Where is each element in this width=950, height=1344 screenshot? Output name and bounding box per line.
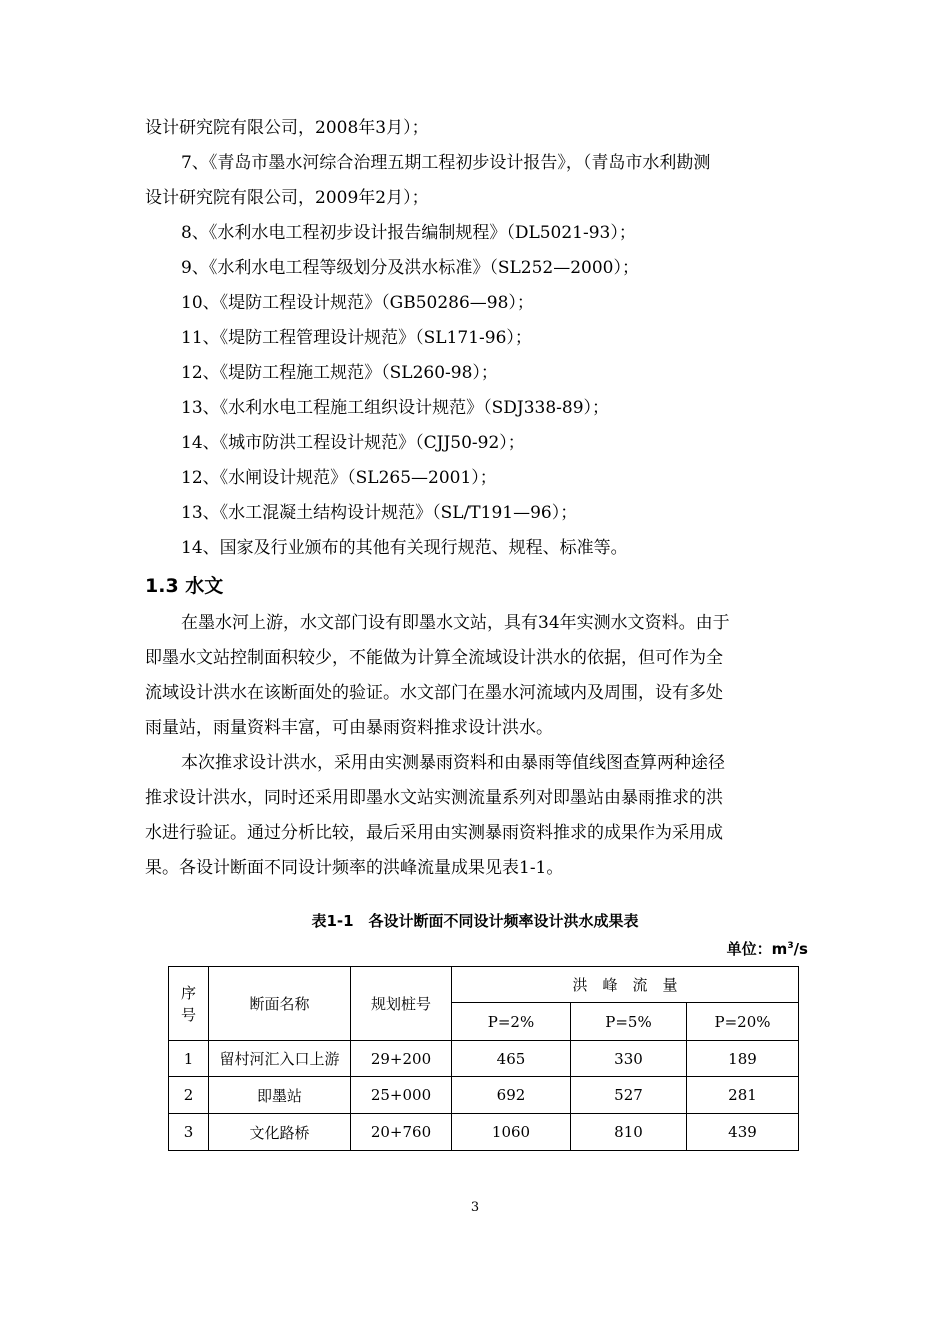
header-p5: P=5% <box>571 1003 687 1041</box>
paragraph-line: 水进行验证。通过分析比较，最后采用由实测暴雨资料推求的成果作为采用成 <box>145 823 723 843</box>
cell-name: 留村河汇入口上游 <box>209 1041 351 1077</box>
reference-item: 13、《水工混凝土结构设计规范》（SL/T191—96）； <box>181 503 578 523</box>
cell-seq: 1 <box>169 1041 209 1077</box>
cell-name: 文化路桥 <box>209 1114 351 1151</box>
cell-p5: 330 <box>571 1041 687 1077</box>
header-p20: P=20% <box>687 1003 799 1041</box>
reference-item: 13、《水利水电工程施工组织设计规范》（SDJ338-89）； <box>181 398 610 418</box>
cell-stake: 29+200 <box>351 1041 452 1077</box>
unit-superscript: 3 <box>787 941 794 951</box>
cell-p20: 439 <box>687 1114 799 1151</box>
reference-item: 8、《水利水电工程初步设计报告编制规程》（DL5021-93）； <box>181 223 636 243</box>
reference-item: 9、《水利水电工程等级划分及洪水标准》（SL252—2000）； <box>181 258 639 278</box>
table-caption: 表1-1 各设计断面不同设计频率设计洪水成果表 <box>311 912 639 930</box>
header-peak-flow: 洪 峰 流 量 <box>452 967 799 1003</box>
paragraph-line: 即墨水文站控制面积较少，不能做为计算全流域设计洪水的依据，但可作为全 <box>145 648 723 668</box>
cell-seq: 3 <box>169 1114 209 1151</box>
unit-suffix: /s <box>793 940 808 958</box>
table-row <box>169 1041 799 1077</box>
cell-p2: 1060 <box>452 1114 571 1151</box>
cell-stake: 25+000 <box>351 1077 452 1114</box>
paragraph-line: 在墨水河上游，水文部门设有即墨水文站，具有34年实测水文资料。由于 <box>181 613 730 633</box>
cell-p20: 281 <box>687 1077 799 1114</box>
reference-item: 14、《城市防洪工程设计规范》（CJJ50-92）； <box>181 433 525 453</box>
table-row <box>169 1114 799 1151</box>
reference-item: 12、《堤防工程施工规范》（SL260-98）； <box>181 363 498 383</box>
paragraph-line: 雨量站，雨量资料丰富，可由暴雨资料推求设计洪水。 <box>145 718 553 738</box>
header-seq: 序号 <box>169 967 209 1041</box>
header-p2: P=2% <box>452 1003 571 1041</box>
cell-p5: 810 <box>571 1114 687 1151</box>
table-unit <box>727 938 808 959</box>
cell-stake: 20+760 <box>351 1114 452 1151</box>
paragraph-line: 果。各设计断面不同设计频率的洪峰流量成果见表1-1。 <box>145 858 564 878</box>
reference-item: 14、国家及行业颁布的其他有关现行规范、规程、标准等。 <box>181 538 628 558</box>
reference-item: 10、《堤防工程设计规范》（GB50286—98）； <box>181 293 534 313</box>
cell-p5: 527 <box>571 1077 687 1114</box>
unit-prefix: 单位：m <box>726 940 788 958</box>
flood-table <box>168 966 799 1151</box>
table-row <box>169 1077 799 1114</box>
reference-item: 7、《青岛市墨水河综合治理五期工程初步设计报告》，（青岛市水利勘测 <box>181 153 711 173</box>
cell-p2: 692 <box>452 1077 571 1114</box>
reference-item: 11、《堤防工程管理设计规范》（SL171-96）； <box>181 328 532 348</box>
header-name: 断面名称 <box>209 967 351 1041</box>
paragraph-line: 本次推求设计洪水，采用由实测暴雨资料和由暴雨等值线图查算两种途径 <box>181 753 725 773</box>
reference-item: 12、《水闸设计规范》（SL265—2001）； <box>181 468 497 488</box>
cell-name: 即墨站 <box>209 1077 351 1114</box>
cell-p20: 189 <box>687 1041 799 1077</box>
paragraph-line: 流域设计洪水在该断面处的验证。水文部门在墨水河流域内及周围，设有多处 <box>145 683 723 703</box>
section-heading: 1.3 水文 <box>145 575 224 597</box>
page-number: 3 <box>470 1200 480 1215</box>
reference-line: 设计研究院有限公司，2008年3月）； <box>145 118 429 138</box>
paragraph-line: 推求设计洪水，同时还采用即墨水文站实测流量系列对即墨站由暴雨推求的洪 <box>145 788 723 808</box>
cell-p2: 465 <box>452 1041 571 1077</box>
header-stake: 规划桩号 <box>351 967 452 1041</box>
reference-line: 设计研究院有限公司，2009年2月）； <box>145 188 429 208</box>
cell-seq: 2 <box>169 1077 209 1114</box>
